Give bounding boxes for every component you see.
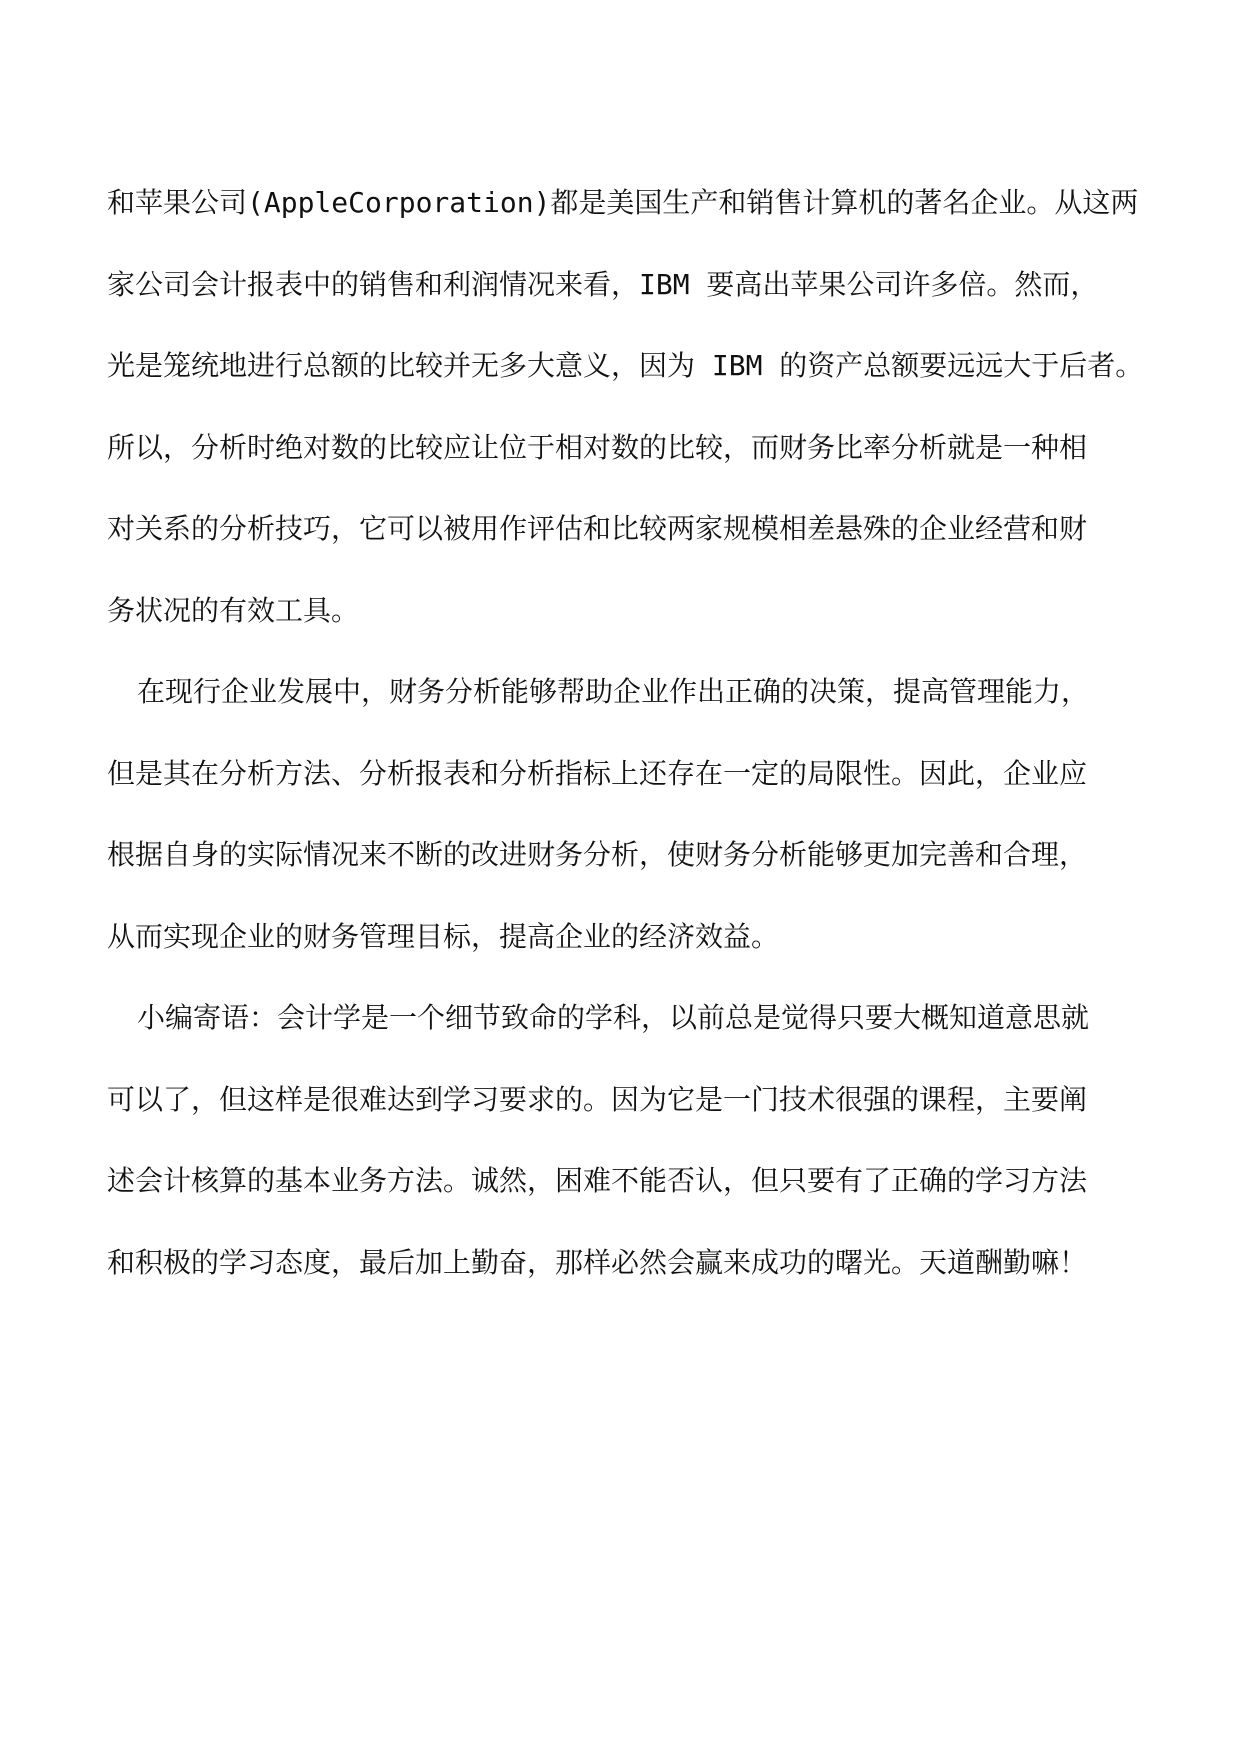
paragraph-1-line-1: 和苹果公司(AppleCorporation)都是美国生产和销售计算机的著名企业。从这两	[107, 186, 1139, 219]
paragraph-1-line-4: 所以，分析时绝对数的比较应让位于相对数的比较，而财务比率分析就是一种相	[107, 430, 1088, 464]
document-body	[107, 162, 1144, 1303]
paragraph-2-line-2: 但是其在分析方法、分析报表和分析指标上还存在一定的局限性。因此，企业应	[107, 756, 1088, 790]
paragraph-3-line-1: 小编寄语：会计学是一个细节致命的学科，以前总是觉得只要大概知道意思就	[137, 1001, 1090, 1034]
paragraph-2-line-4: 从而实现企业的财务管理目标，提高企业的经济效益。	[107, 919, 780, 953]
paragraph-1-line-6: 务状况的有效工具。	[107, 593, 360, 627]
paragraph-1-line-2: 家公司会计报表中的销售和利润情况来看，IBM 要高出苹果公司许多倍。然而，	[107, 267, 1099, 301]
paragraph-2-line-1: 在现行企业发展中，财务分析能够帮助企业作出正确的决策，提高管理能力，	[137, 675, 1090, 708]
paragraph-3-line-4: 和积极的学习态度，最后加上勤奋，那样必然会赢来成功的曙光。天道酬勤嘛！	[107, 1245, 1088, 1279]
paragraph-3-line-3: 述会计核算的基本业务方法。诚然，困难不能否认，但只要有了正确的学习方法	[107, 1164, 1088, 1197]
paragraph-2-line-3: 根据自身的实际情况来不断的改进财务分析，使财务分析能够更加完善和合理，	[107, 838, 1088, 871]
paragraph-1-line-3: 光是笼统地进行总额的比较并无多大意义，因为 IBM 的资产总额要远远大于后者。	[107, 349, 1144, 382]
paragraph-3-line-2: 可以了，但这样是很难达到学习要求的。因为它是一门技术很强的课程，主要阐	[107, 1082, 1088, 1116]
paragraph-1-line-5: 对关系的分析技巧，它可以被用作评估和比较两家规模相差悬殊的企业经营和财	[107, 512, 1088, 545]
